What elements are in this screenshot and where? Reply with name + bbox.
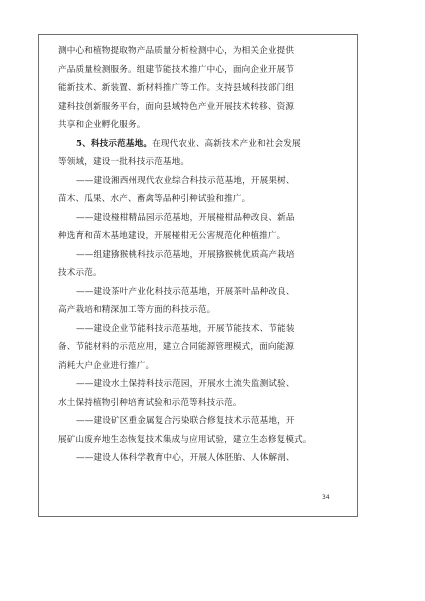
- text-line: 备、节能材料的示范应用，建立合同能源管理模式，面向能源: [58, 342, 295, 352]
- document-body: [58, 42, 344, 468]
- text-line: ——建设人体科学教育中心，开展人体胚胎、人体解剖、: [76, 453, 295, 463]
- text-line: ——建设椪柑精品园示范基地，开展椪柑品种改良、新品: [76, 212, 295, 223]
- text-line: ——建设企业节能科技示范基地，开展节能技术、节能装: [76, 323, 295, 334]
- text-line: 消耗大户企业进行推广。: [58, 360, 155, 371]
- text-line: ——组建猕猴桃科技示范基地，开展猕猴桃优质高产栽培: [76, 249, 295, 260]
- text-line: 苗木、瓜果、水产、畜禽等品种引种试验和推广。: [58, 194, 251, 204]
- text-line: 能新技术、新装置、新材料推广等工作。支持县域科技部门组: [58, 83, 295, 93]
- text-line: 种选育和苗木基地建设，开展椪柑无公害规范化种植推广。: [58, 231, 286, 241]
- text-line: ——建设茶叶产业化科技示范基地，开展茶叶品种改良、: [76, 286, 295, 297]
- page-number: 34: [322, 494, 330, 501]
- text-line: 产品质量检测服务。组建节能技术推广中心，面向企业开展节: [58, 64, 295, 75]
- text-line: 展矿山废弃地生态恢复技术集成与应用试验，建立生态修复模式。: [58, 434, 312, 445]
- text-line: 测中心和植物提取物产品质量分析检测中心，为相关企业提供: [58, 46, 295, 56]
- section-heading-rest: 在现代农业、高新技术产业和社会发展: [152, 138, 301, 149]
- section-heading: 5、科技示范基地。: [76, 138, 153, 149]
- text-line: 技术示范。: [58, 268, 102, 278]
- text-line: 水土保持植物引种培育试验和示范等科技示范。: [58, 397, 242, 408]
- text-line: 共享和企业孵化服务。: [58, 120, 146, 130]
- text-line: ——建设矿区重金属复合污染联合修复技术示范基地，开: [76, 416, 295, 426]
- text-line: 等领域，建设一批科技示范基地。: [58, 157, 190, 167]
- text-line: [58, 135, 344, 154]
- text-line: 高产栽培和精深加工等方面的科技示范。: [58, 305, 216, 315]
- text-line: ——建设水土保持科技示范园，开展水土流失监测试验、: [76, 379, 295, 389]
- text-line: ——建设湘西州现代农业综合科技示范基地，开展果树、: [76, 175, 295, 186]
- text-line: 建科技创新服务平台，面向县域特色产业开展技术转移、资源: [58, 101, 295, 112]
